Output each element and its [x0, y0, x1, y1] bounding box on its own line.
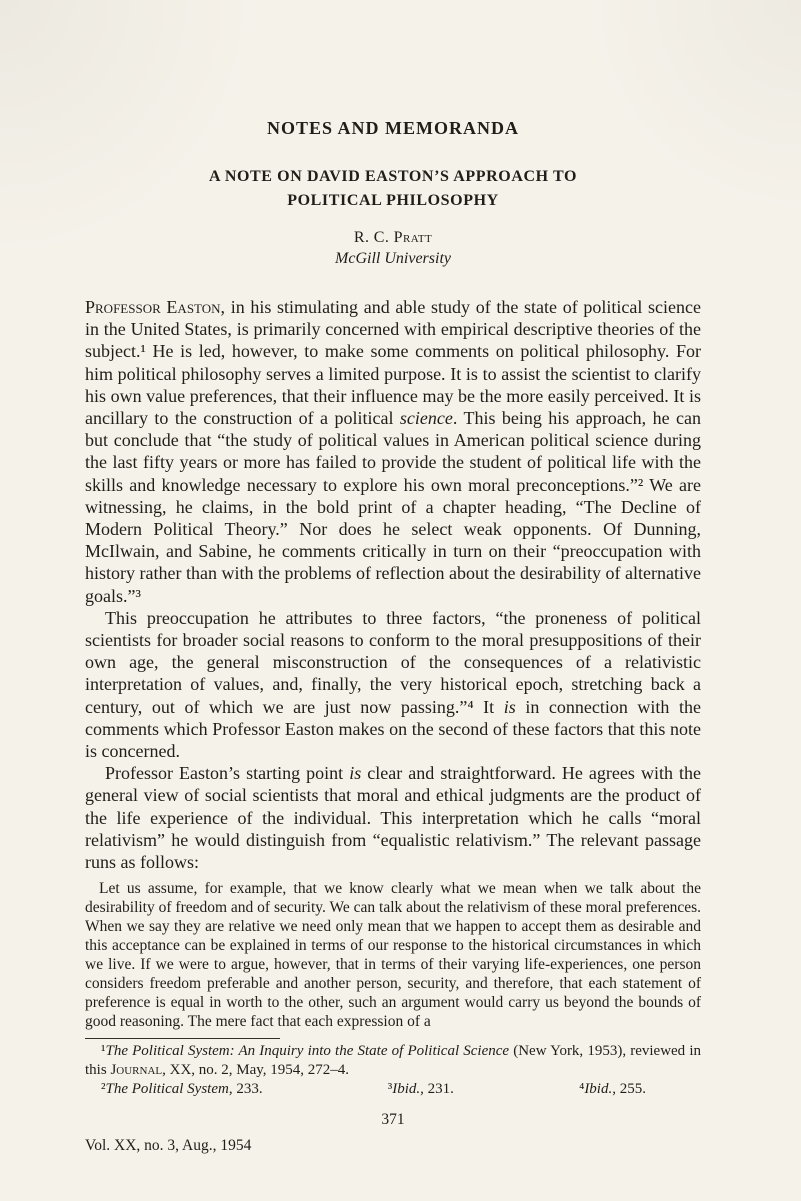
page-number: 371	[381, 1111, 405, 1129]
body-paragraph-2: This preoccupation he attributes to three factors, “the proneness of political scientists for broader social reasons to conform to the moral presuppositions of their own age, the general misconstruction of the consequences of a relativistic interpretation of values, and, finally, the very historical epoch, stretching back a century, out of which we are just now passing.”⁴ It is in connection with the comments which Professor Easton makes on the second of these factors that this note is concerned.	[85, 607, 701, 762]
article-title-line2: POLITICAL PHILOSOPHY	[287, 192, 499, 209]
article-content	[85, 0, 701, 1155]
footnote-3: ³Ibid., 231.	[387, 1081, 454, 1098]
footnote-separator	[85, 1038, 280, 1039]
body-paragraph-3: Professor Easton’s starting point is clear and straightforward. He agrees with the general view of social scientists that moral and ethical judgments are the product of the life experience of the individual. This interpretation which he calls “moral relativism” he would distinguish from “equalistic relativism.” The relevant passage runs as follows:	[85, 763, 701, 873]
section-heading: NOTES AND MEMORANDA	[266, 118, 519, 138]
author-affiliation: McGill University	[335, 250, 451, 267]
block-quote: Let us assume, for example, that we know clearly what we mean when we talk about the desirability of freedom and of security. We can talk about the relativism of these moral preferences. When we say they are relative we need only mean that we happen to accept them as desirable and this acceptance can be explained in terms of our response to the historical circumstances in which we live. If we were to argue, however, that in terms of their varying life-experiences, one person considers freedom preferable and another person, security, and therefore, that each statement of preference is equal in worth to the other, such an argument would carry us beyond the bounds of good reasoning. The mere fact that each expression of a	[85, 880, 701, 1031]
article-title-line1: A NOTE ON DAVID EASTON’S APPROACH TO	[208, 168, 578, 185]
author-name: R. C. Pratt	[353, 229, 433, 246]
footnote-row	[85, 1080, 701, 1099]
footnote-2: ²The Political System, 233.	[101, 1081, 263, 1098]
body-paragraph-1: Professor Easton, in his stimulating and able study of the state of political science in the United States, is primarily concerned with empirical descriptive theories of the subject.¹ He is led, however, to make some comments on political philosophy. For him political philosophy serves a limited purpose. It is to assist the scientist to clarify his own value preferences, that their influence may be the more easily perceived. It is ancillary to the construction of a political science. This being his approach, he can but conclude that “the study of political values in American political science during the last fifty years or more has failed to provide the student of political life with the skills and knowledge necessary to explore his own moral preconceptions.”² We are witnessing, he claims, in the bold print of a chapter heading, “The Decline of Modern Political Theory.” Nor does he select weak opponents. Of Dunning, McIlwain, and Sabine, he comments critically in turn on their “preoccupation with history rather than with the problems of reflection about the desirability of alternative goals.”³	[85, 297, 701, 606]
footnote-4: ⁴Ibid., 255.	[579, 1081, 646, 1098]
volume-footer: Vol. XX, no. 3, Aug., 1954	[85, 1137, 252, 1155]
footnote-1: ¹The Political System: An Inquiry into the State of Political Science (New York, 1953), reviewed in this Journal, XX, no. 2, May, 1954, 272–4.	[85, 1043, 701, 1079]
article-title	[85, 165, 701, 213]
